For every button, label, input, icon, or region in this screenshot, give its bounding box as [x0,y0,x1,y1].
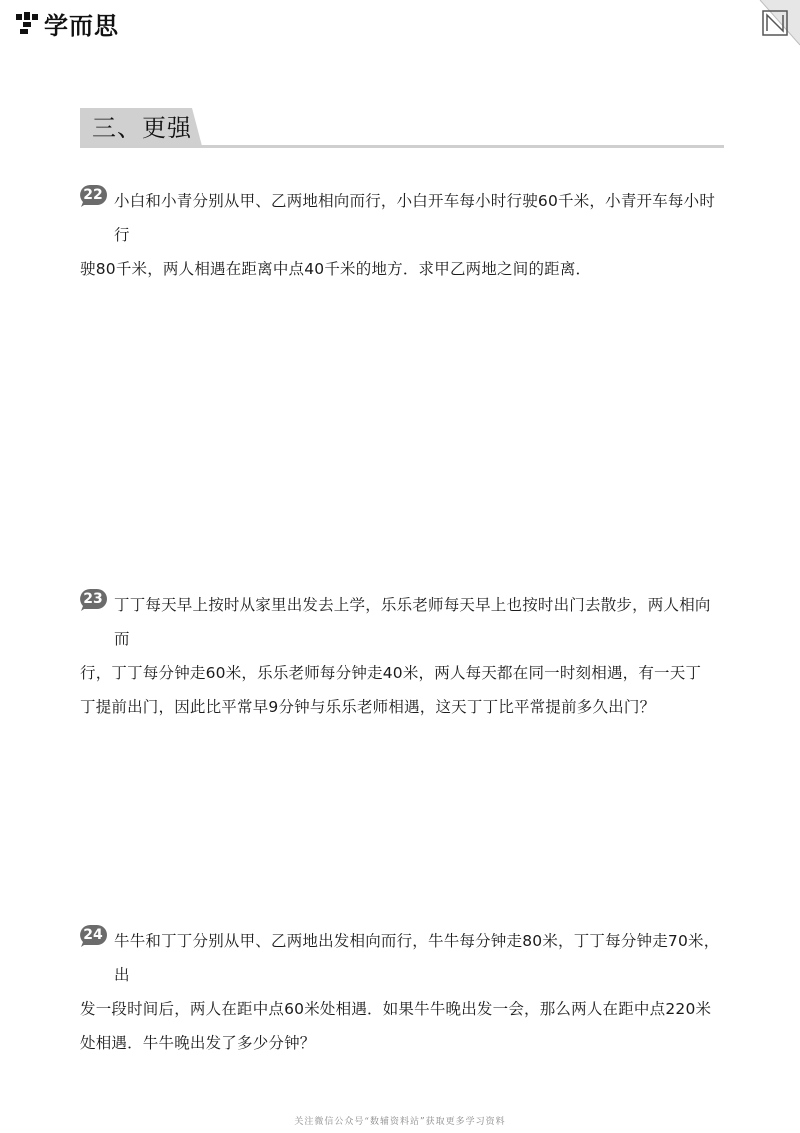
problem-number: 22 [83,187,103,203]
problem-line: 行，丁丁每分钟走60米，乐乐老师每分钟走40米，两人每天都在同一时刻相遇，有一天丁 [80,664,702,682]
problem-24 [80,924,720,1060]
problem-line: 驶80千米，两人相遇在距离中点40千米的地方．求甲乙两地之间的距离． [80,260,592,278]
problem-line: 处相遇．牛牛晚出发了多少分钟？ [80,1034,316,1052]
problem-line: 丁丁每天早上按时从家里出发去上学，乐乐老师每天早上也按时出门去散步，两人相向而 [114,596,711,648]
page-footer: 关注微信公众号“数辅资料站”获取更多学习资料 [294,1117,506,1127]
problem-text [80,184,720,286]
problem-22 [80,184,720,286]
problem-number: 23 [83,591,103,607]
section-title: 三、更强 [92,114,192,142]
brand-mark-icon [14,10,40,36]
problem-line: 小白和小青分别从甲、乙两地相向而行，小白开车每小时行驶60千米，小青开车每小时行 [114,192,716,244]
problem-line: 丁提前出门，因此比平常早9分钟与乐乐老师相遇，这天丁丁比平常提前多久出门？ [80,698,656,716]
problem-number-badge [80,924,108,946]
brand-name: 学而思 [44,11,119,40]
problem-line: 牛牛和丁丁分别从甲、乙两地出发相向而行，牛牛每分钟走80米，丁丁每分钟走70米，出 [114,932,720,984]
problem-number-badge [80,184,108,206]
problem-text [80,924,720,1060]
section-header [80,108,724,148]
problem-number-badge [80,588,108,610]
corner-logo-icon [762,10,788,36]
problem-line: 发一段时间后，两人在距中点60米处相遇．如果牛牛晚出发一会，那么两人在距中点220米 [80,1000,712,1018]
problem-23 [80,588,720,724]
brand-logo [14,8,119,38]
problem-text [80,588,720,724]
problem-number: 24 [83,927,103,943]
